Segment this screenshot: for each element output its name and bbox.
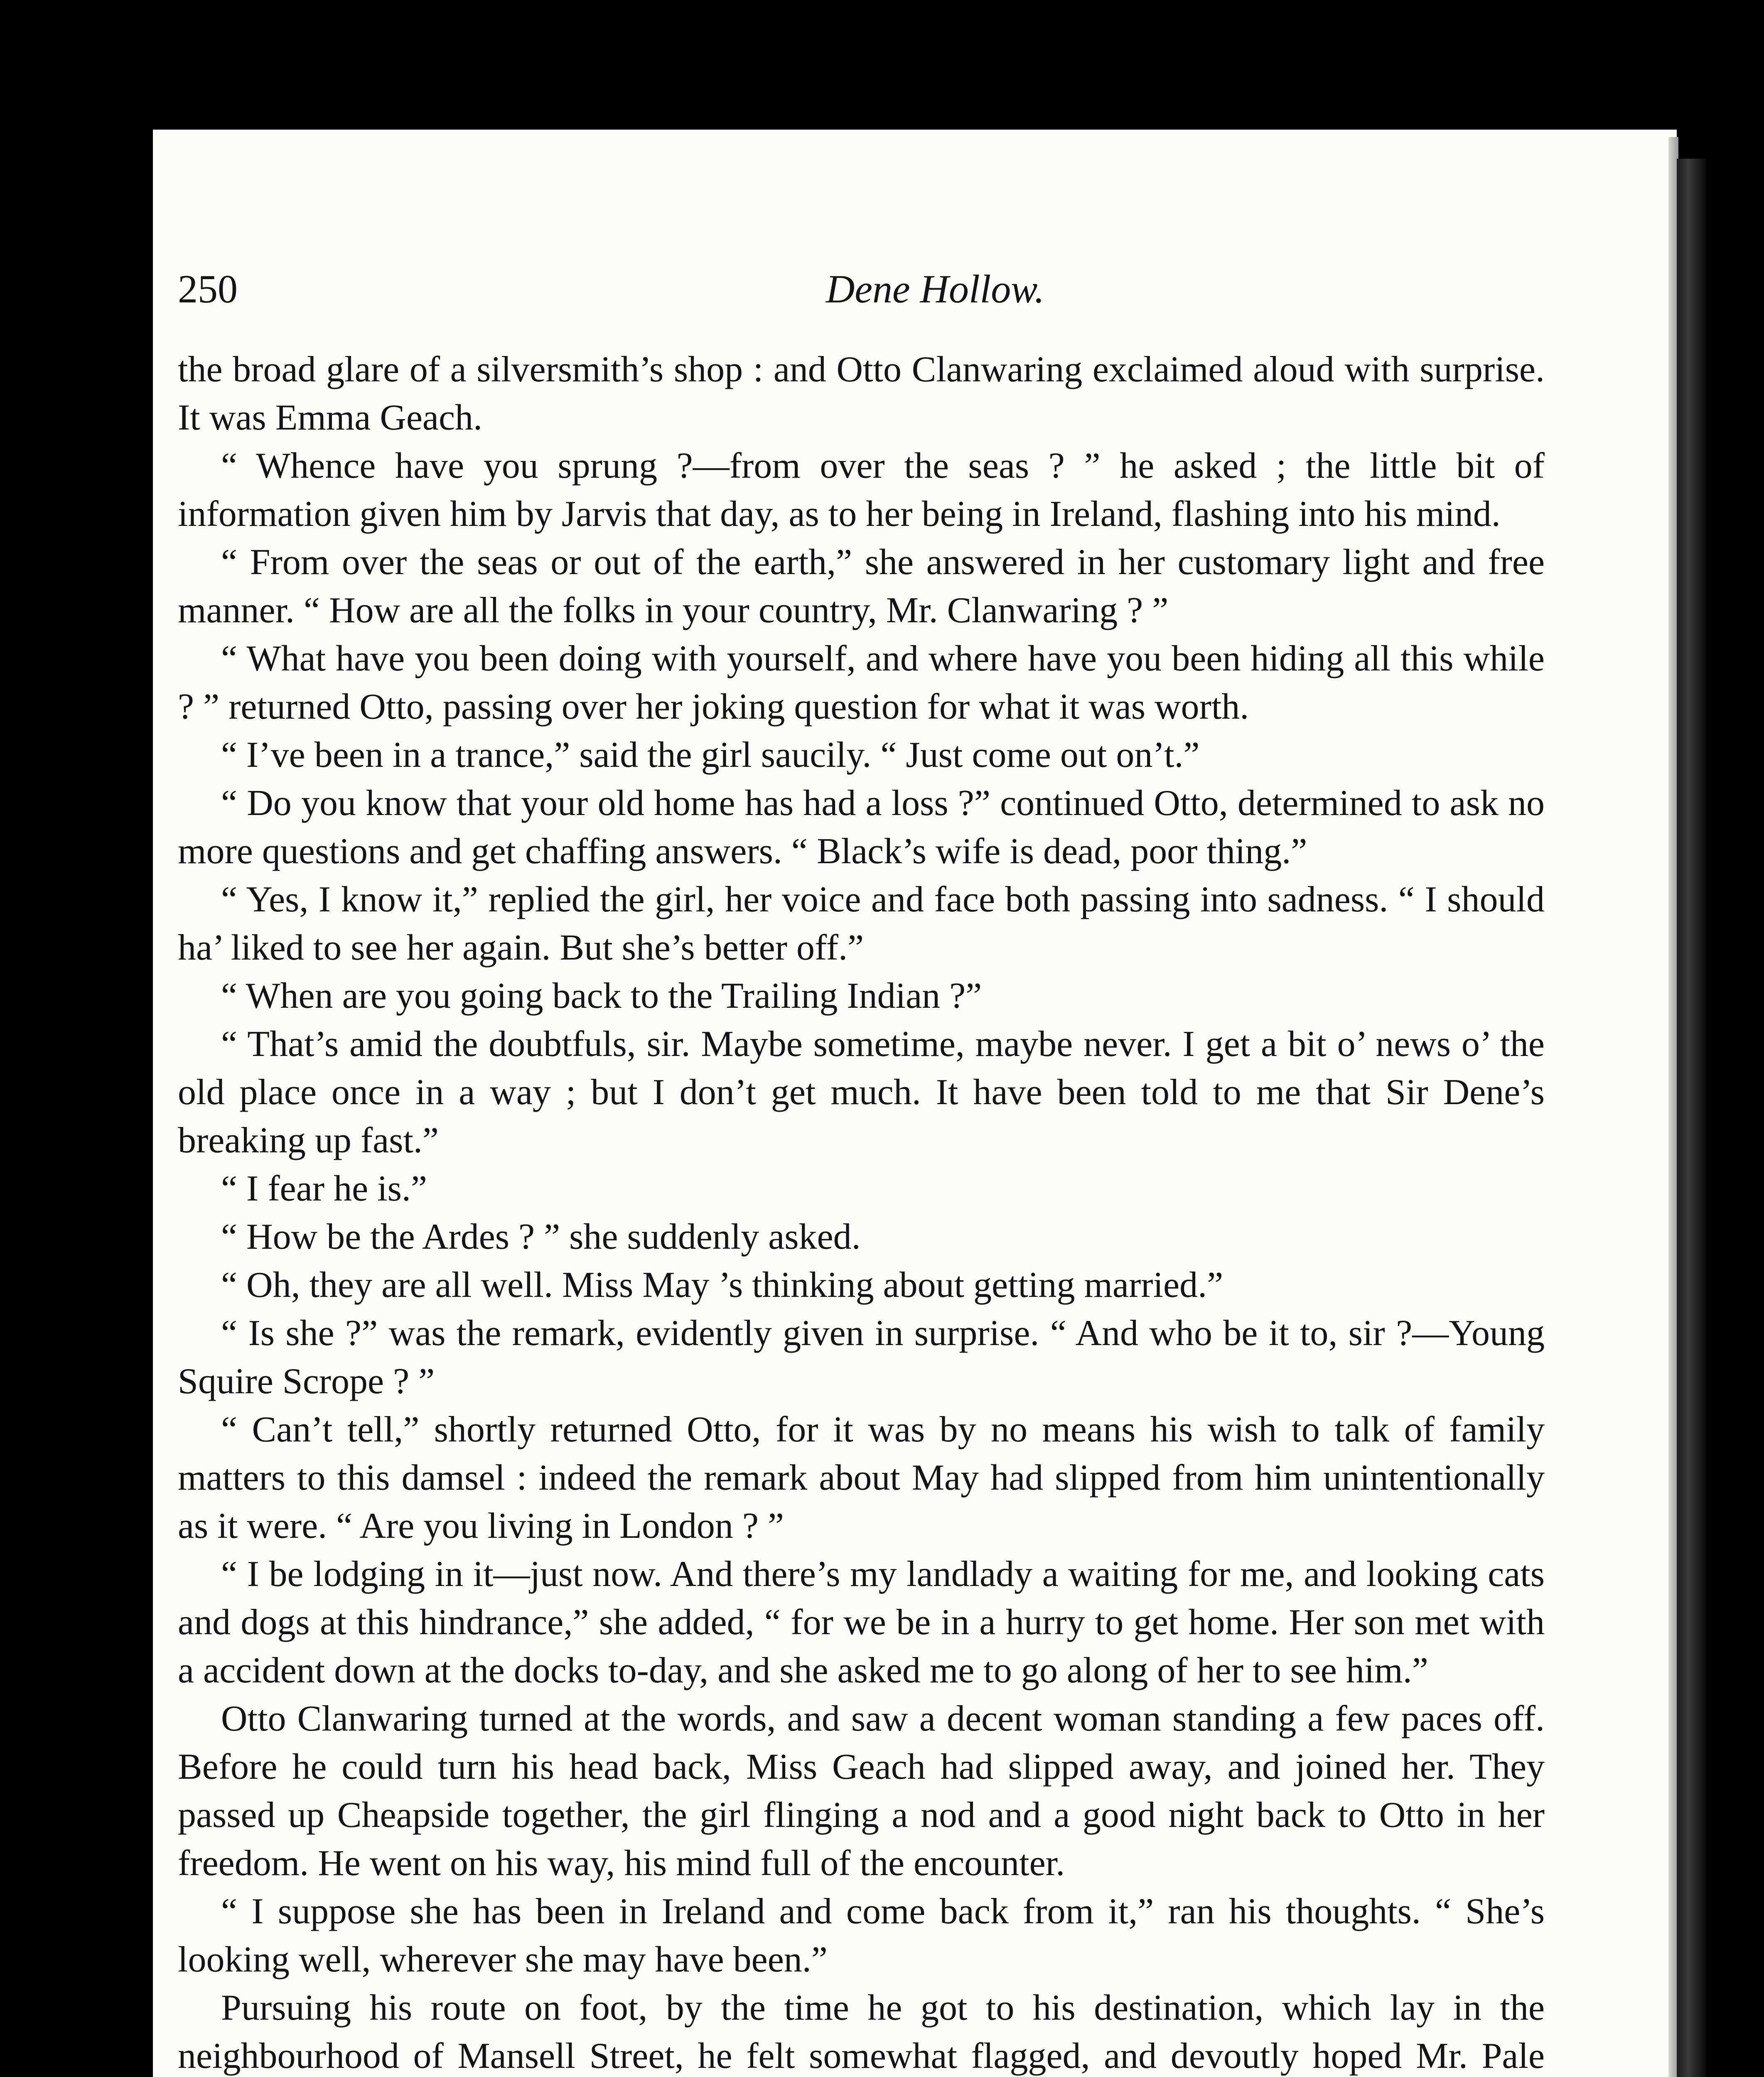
- paragraph: “ Oh, they are all well. Miss May ’s thinking about getting married.”: [221, 1265, 1223, 1305]
- page-number: 250: [178, 267, 238, 311]
- paragraph: the broad glare of a silversmith’s shop : and Otto Clanwaring exclaimed aloud with surprise. It was Emma Geach.: [178, 349, 1545, 438]
- book-spine-shadow: [1677, 159, 1706, 2077]
- paragraph: “ What have you been doing with yourself, and where have you been hiding all this while ? ” returned Otto, passing over her joking question for what it was worth.: [178, 638, 1545, 727]
- paragraph: “ Whence have you sprung ?—from over the seas ? ” he asked ; the little bit of information given him by Jarvis that day, as to her being in Ireland, flashing into his mind.: [178, 446, 1545, 534]
- running-header: [178, 266, 1545, 328]
- paragraph: Otto Clanwaring turned at the words, and saw a decent woman standing a few paces off. Before he could turn his head back, Miss Geach had slipped away, and joined her. They passed up Cheapside together, the girl flinging a nod and a good night back to Otto in her freedom. He went on his way, his mind full of the encounter.: [178, 1699, 1545, 1883]
- paragraph: Pursuing his route on foot, by the time he got to his destination, which lay in the neighbourhood of Mansell Street, he felt somewhat flagged, and devoutly hoped Mr. Pale: [178, 1988, 1545, 2076]
- paragraph: “ That’s amid the doubtfuls, sir. Maybe sometime, maybe never. I get a bit o’ news o’ the old place once in a way ; but I don’t get much. It have been told to me that Sir Dene’s breaking up fast.”: [178, 1024, 1545, 1161]
- running-title: Dene Hollow.: [826, 267, 1045, 311]
- paragraph: “ I be lodging in it—just now. And there’s my landlady a waiting for me, and looking cats and dogs at this hindrance,” she added, “ for we be in a hurry to get home. Her son met with a accident down at the docks to-day, and she asked me to go along of her to see him.”: [178, 1554, 1545, 1691]
- body-text: [178, 346, 1545, 2077]
- paragraph: “ Is she ?” was the remark, evidently given in surprise. “ And who be it to, sir ?—Young Squire Scrope ? ”: [178, 1313, 1545, 1402]
- paragraph: “ Do you know that your old home has had a loss ?” continued Otto, determined to ask no more questions and get chaffing answers. “ Black’s wife is dead, poor thing.”: [178, 783, 1545, 872]
- paragraph: “ I fear he is.”: [221, 1169, 427, 1209]
- paragraph: “ I’ve been in a trance,” said the girl saucily. “ Just come out on’t.”: [221, 735, 1200, 775]
- paragraph: “ Can’t tell,” shortly returned Otto, for it was by no means his wish to talk of family matters to this damsel : indeed the remark about May had slipped from him unintentionally as it were. “ Are you living in London ? ”: [178, 1409, 1545, 1546]
- paragraph: “ I suppose she has been in Ireland and come back from it,” ran his thoughts. “ She’s looking well, wherever she may have been.”: [178, 1891, 1545, 1980]
- paragraph: “ Yes, I know it,” replied the girl, her voice and face both passing into sadness. “ I should ha’ liked to see her again. But she’s better off.”: [178, 879, 1545, 968]
- paragraph: “ How be the Ardes ? ” she suddenly asked.: [221, 1217, 861, 1257]
- paragraph: “ From over the seas or out of the earth,” she answered in her customary light and free manner. “ How are all the folks in your country, Mr. Clanwaring ? ”: [178, 542, 1545, 631]
- paragraph: “ When are you going back to the Trailing Indian ?”: [221, 976, 982, 1016]
